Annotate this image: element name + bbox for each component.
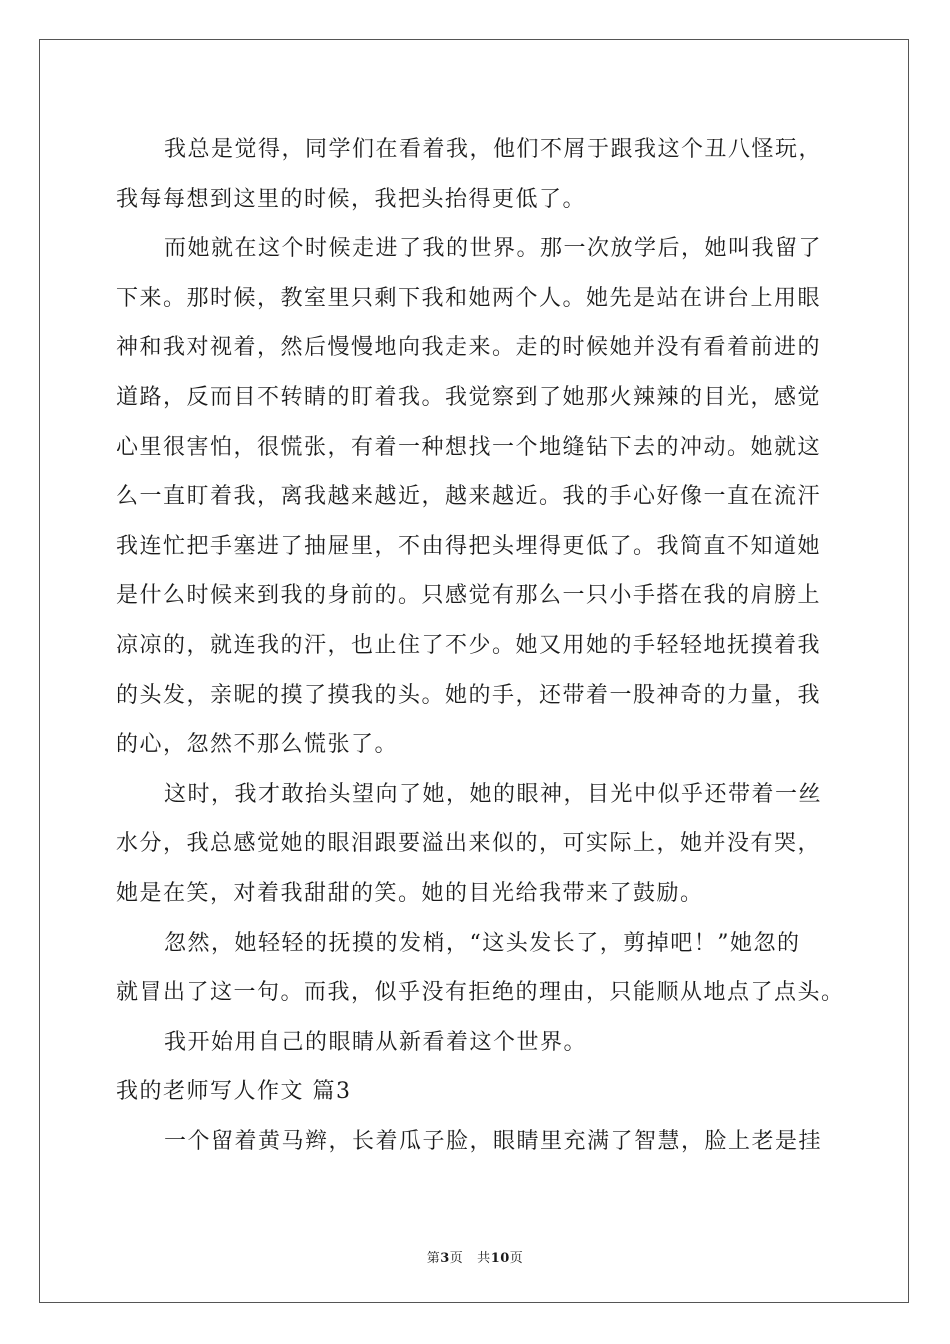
text-line: 而她就在这个时候走进了我的世界。那一次放学后，她叫我留了 (164, 236, 823, 262)
footer-total-suffix: 页 (509, 1251, 524, 1266)
text-line: 神和我对视着，然后慢慢地向我走来。走的时候她并没有看着前进的 (116, 335, 822, 361)
text-line: 忽然，她轻轻的抚摸的发梢，“这头发长了，剪掉吧！”她忽的 (164, 930, 801, 956)
text-line: 是什么时候来到我的身前的。只感觉有那么一只小手搭在我的肩膀上 (116, 583, 822, 609)
text-line: 我每每想到这里的时候，我把头抬得更低了。 (116, 186, 587, 212)
text-line: 我连忙把手塞进了抽屉里，不由得把头埋得更低了。我简直不知道她 (116, 533, 822, 559)
text-line: 凉凉的，就连我的汗，也止住了不少。她又用她的手轻轻地抚摸着我 (116, 632, 822, 658)
text-line: 她是在笑，对着我甜甜的笑。她的目光给我带来了鼓励。 (116, 880, 704, 906)
text-line: 道路，反而目不转睛的盯着我。我觉察到了她那火辣辣的目光，感觉 (116, 384, 822, 410)
section-heading: 我的老师写人作文 篇3 (116, 1079, 352, 1105)
text-line: 心里很害怕，很慌张，有着一种想找一个地缝钻下去的冲动。她就这 (116, 434, 822, 460)
text-line: 下来。那时候，教室里只剩下我和她两个人。她先是站在讲台上用眼 (116, 285, 822, 311)
footer-page-number: 3 (440, 1251, 450, 1266)
text-line: 的头发，亲昵的摸了摸我的头。她的手，还带着一股神奇的力量，我 (116, 682, 822, 708)
footer-total-prefix: 共 (477, 1251, 491, 1266)
text-line: 一个留着黄马辫，长着瓜子脸，眼睛里充满了智慧，脸上老是挂 (164, 1128, 823, 1154)
document-body (116, 130, 845, 1171)
page-footer (0, 1247, 950, 1266)
text-line: 么一直盯着我，离我越来越近，越来越近。我的手心好像一直在流汗 (116, 484, 822, 510)
text-line: 我总是觉得，同学们在看着我，他们不屑于跟我这个丑八怪玩， (164, 137, 823, 162)
text-line: 水分，我总感觉她的眼泪跟要溢出来似的，可实际上，她并没有哭， (116, 831, 822, 857)
text-line: 的心，忽然不那么慌张了。 (116, 732, 399, 758)
footer-total-pages: 10 (490, 1251, 510, 1266)
footer-page-suffix: 页 (449, 1251, 464, 1266)
text-line: 我开始用自己的眼睛从新看着这个世界。 (164, 1029, 588, 1055)
text-line: 这时，我才敢抬头望向了她，她的眼神，目光中似乎还带着一丝 (164, 781, 823, 807)
text-line: 就冒出了这一句。而我，似乎没有拒绝的理由，只能顺从地点了点头。 (116, 980, 845, 1006)
footer-prefix: 第 (426, 1251, 441, 1266)
